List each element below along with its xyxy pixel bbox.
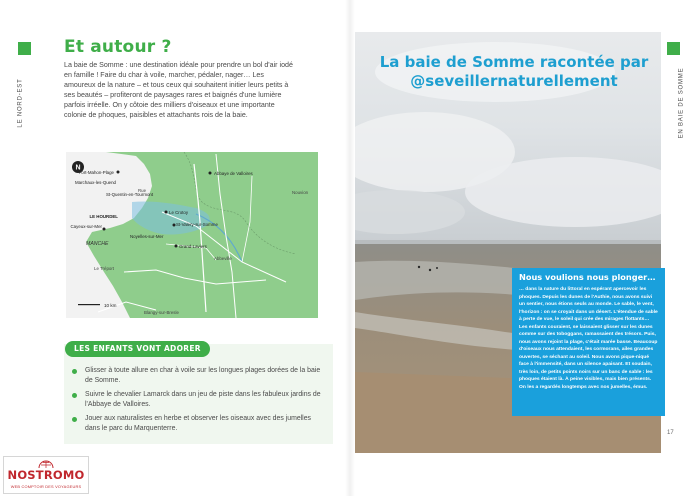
map-scale-label: 10 km [104, 303, 117, 308]
map-label: LE HOURDEL [89, 214, 118, 219]
story-body: … dans la nature du littoral en espérant apercevoir les phoques. Depuis les dunes de l'Authie, nous avons suivi un sentier, nous étions seuls au monde. Le sable, le vent, l'horizon : on se croyait dans un désert. L'étendue de sable à perte de vue, le soleil qui crée des mirages flottants… Les enfants couraient, se laissaient glisser sur les dunes comme sur des toboggans, ramassaient des trésors. Puis, nous avons rejoint la plage, c'était marée basse. Beaucoup d'oiseaux nous attendaient, les cormorans, ailes grandes ouvertes, se séchant au soleil. Nous avons pique-niqué face à l'immensité, dans un silence apaisant. Et soudain, très loin, de petits points noirs sur un banc de sable : les phoques étaient là. À peine visibles, mais bien présents. On les a regardés longtemps avec nos jumelles, émus. [519, 287, 658, 390]
list-item-text: Glisser à toute allure en char à voile sur les longues plages dorées de la baie de Somme. [85, 367, 321, 384]
bullet-icon [72, 393, 77, 398]
map-label: Fort-Mahon-Plage [78, 170, 114, 175]
map-label: Grand-Laviers [179, 244, 207, 249]
map-label: Marchaux-les-Quend [75, 180, 116, 185]
map-label: Noyelles-sur-Mer [130, 234, 164, 239]
intro-paragraph: La baie de Somme : une destination idéale pour prendre un bol d'air iodé en famille ! Faire du char à voile, marcher, pédaler, nager… Les amoureux de la nature – et tous ceux qui souhaitent initier leurs petits à ses beautés – profiteront de paysages rares et baignés d'une lumière parfois irréelle. On y côtoie des milliers d'oiseaux et une importante colonie de phoques, paisibles et attachants rois de la baie. [64, 61, 293, 119]
article-title: La baie de Somme racontée par @seveillernaturellement [379, 53, 649, 90]
section-tab-left [18, 42, 31, 55]
logo-tagline: WEB COMPTOIR DES VOYAGEURS [10, 484, 82, 489]
map-label: Abbeville [214, 256, 232, 261]
baie-de-somme-map [66, 152, 318, 318]
section-tab-right [667, 42, 680, 55]
map-label: Nouvion [292, 190, 309, 195]
map-label: MANCHE [86, 241, 109, 247]
map-label: Blangy-sur-Bresle [144, 310, 179, 315]
kids-list [64, 366, 324, 439]
kids-box [64, 344, 333, 444]
list-item [64, 366, 324, 385]
map-label: St-Valery-sur-Somme [176, 222, 218, 227]
map-label: Abbaye de Valloires [214, 171, 253, 176]
map-scale-bar [78, 304, 100, 305]
list-item-text: Jouer aux naturalistes en herbe et observer les oiseaux avec des jumelles dans le parc du Marquenterre. [85, 415, 311, 432]
map-label: St-Quentin-en-Tourmont [106, 192, 154, 197]
page-title: Et autour ? [64, 37, 172, 57]
logo-name: NOSTROMO [7, 468, 85, 482]
story-title: Nous voulions nous plonger… [519, 272, 656, 282]
side-label-right: EN BAIE DE SOMME [678, 67, 685, 139]
story-box [512, 268, 665, 416]
list-item [64, 390, 324, 409]
nostromo-logo [3, 456, 89, 494]
bullet-icon [72, 417, 77, 422]
side-label-left: LE NORD-EST [17, 78, 24, 128]
kids-badge: LES ENFANTS VONT ADORER [65, 341, 210, 357]
map-label: Le Crotoy [169, 210, 189, 215]
bullet-icon [72, 369, 77, 374]
map-north-label: N [75, 164, 81, 172]
map-label: Rue [138, 188, 147, 193]
list-item [64, 414, 324, 433]
page-number: 17 [667, 430, 674, 436]
map-label: Le Tréport [94, 266, 115, 271]
map-label: Cayeux-sur-Mer [70, 224, 102, 229]
spread-gutter [345, 0, 355, 496]
list-item-text: Suivre le chevalier Lamarck dans un jeu de piste dans les fabuleux jardins de l'Abbaye de Valloires. [85, 391, 321, 408]
